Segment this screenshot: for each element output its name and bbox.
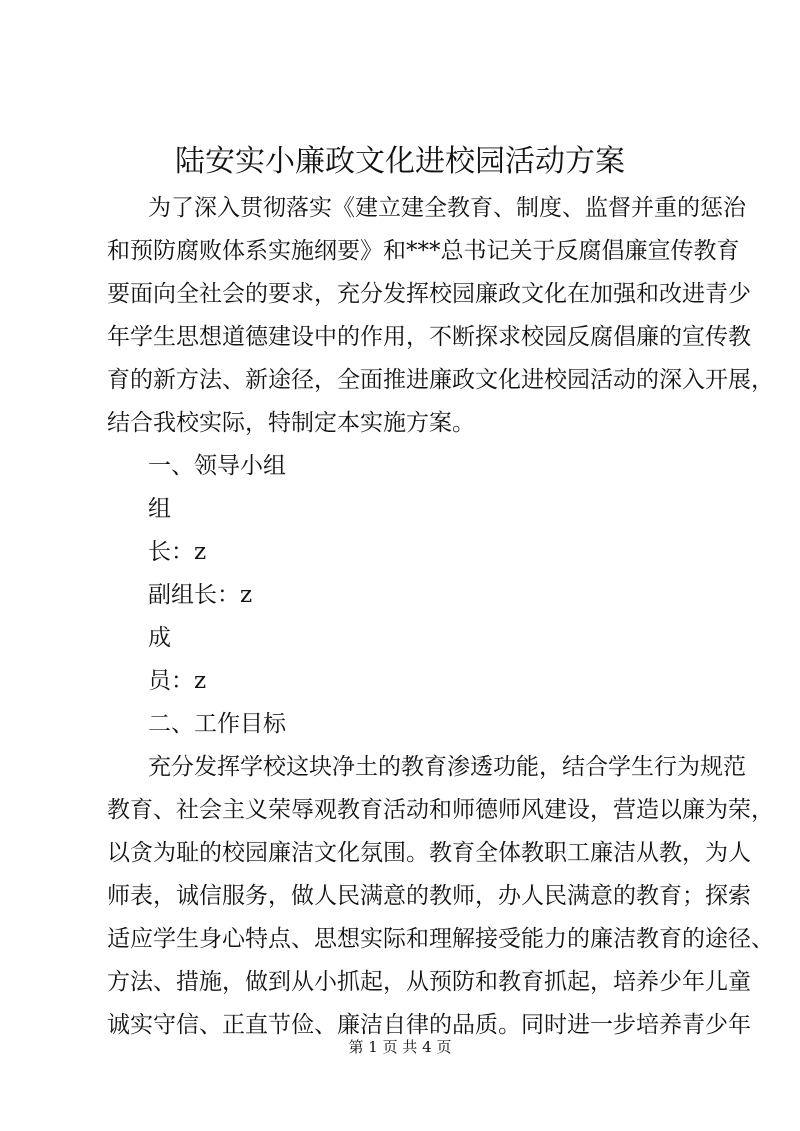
section-heading: 一、领导小组 — [148, 453, 286, 479]
paragraph-line: 为了深入贯彻落实《建立建全教育、制度、监督并重的惩治 — [148, 195, 746, 221]
paragraph-line: 适应学生身心特点、思想实际和理解接受能力的廉洁教育的途径、 — [107, 926, 774, 952]
group-member-label: 成 — [148, 625, 171, 651]
paragraph-line: 充分发挥学校这块净土的教育渗透功能，结合学生行为规范 — [148, 754, 746, 780]
paragraph-line: 结合我校实际，特制定本实施方案。 — [107, 410, 475, 436]
group-leader-value: 长：z — [148, 539, 207, 565]
paragraph-line: 诚实守信、正直节俭、廉洁自律的品质。同时进一步培养青少年 — [107, 1012, 751, 1038]
paragraph-line: 师表，诚信服务，做人民满意的教师，办人民满意的教育；探索 — [107, 883, 751, 909]
document-title: 陆安实小廉政文化进校园活动方案 — [175, 144, 625, 179]
section-heading: 二、工作目标 — [148, 711, 286, 737]
group-deputy: 副组长：z — [148, 582, 253, 608]
page-number-footer: 第 1 页 共 4 页 — [348, 1038, 452, 1056]
paragraph-line: 育的新方法、新途径，全面推进廉政文化进校园活动的深入开展， — [107, 367, 774, 393]
group-member-value: 员：z — [148, 668, 207, 694]
paragraph-line: 教育、社会主义荣辱观教育活动和师德师风建设，营造以廉为荣， — [107, 797, 774, 823]
paragraph-line: 和预防腐败体系实施纲要》和***总书记关于反腐倡廉宣传教育 — [107, 238, 740, 264]
group-leader-label: 组 — [148, 496, 171, 522]
paragraph-line: 以贪为耻的校园廉洁文化氛围。教育全体教职工廉洁从教，为人 — [107, 840, 751, 866]
paragraph-line: 要面向全社会的要求，充分发挥校园廉政文化在加强和改进青少 — [107, 281, 751, 307]
paragraph-line: 方法、措施，做到从小抓起，从预防和教育抓起，培养少年儿童 — [107, 969, 751, 995]
paragraph-line: 年学生思想道德建设中的作用，不断探求校园反腐倡廉的宣传教 — [107, 324, 751, 350]
